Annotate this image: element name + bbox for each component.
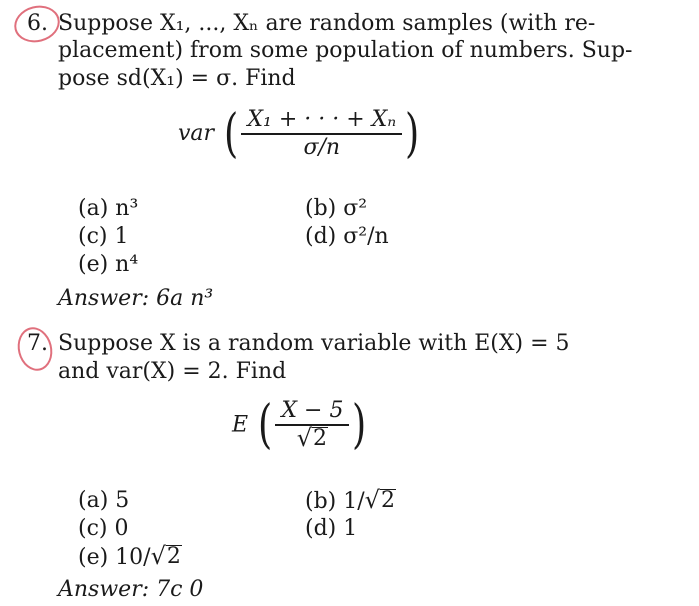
q6-option-c: (c) 1 xyxy=(78,224,129,249)
q7-denominator-radicand: 2 xyxy=(313,425,328,451)
q6-fraction-numerator: X₁ + · · · + Xₙ xyxy=(247,107,397,132)
q6-answer: Answer: 6a n³ xyxy=(58,286,214,311)
q7-right-paren: ) xyxy=(352,395,367,456)
q6-option-e: (e) n⁴ xyxy=(78,252,139,277)
q7-option-e-radicand: 2 xyxy=(166,544,181,569)
q6-formula xyxy=(178,103,423,164)
q7-number: 7. xyxy=(27,331,48,356)
q7-formula xyxy=(232,395,370,456)
q6-left-paren: ( xyxy=(224,103,239,164)
q7-option-a: (a) 5 xyxy=(78,488,130,513)
q7-option-b: (b) 1/ √ 2 xyxy=(305,486,395,514)
q6-line-2: placement) from some population of numbers. Sup- xyxy=(58,38,633,63)
q6-option-d: (d) σ²/n xyxy=(305,224,389,249)
q7-fraction xyxy=(275,398,349,453)
q6-option-a: (a) n³ xyxy=(78,196,139,221)
q6-right-paren: ) xyxy=(405,103,420,164)
q7-answer: Answer: 7c 0 xyxy=(58,577,204,602)
q7-line-1: Suppose X is a random variable with E(X) = 5 xyxy=(58,331,570,356)
q6-formula-lhs: var xyxy=(178,120,215,146)
q7-fraction-numerator: X − 5 xyxy=(281,398,344,423)
q7-option-e: (e) 10/ √ 2 xyxy=(78,542,181,570)
q7-line-2: and var(X) = 2. Find xyxy=(58,359,287,384)
q6-line-1: Suppose X₁, ..., Xₙ are random samples (with re- xyxy=(58,11,596,36)
q7-option-b-radicand: 2 xyxy=(380,488,395,513)
q7-option-d: (d) 1 xyxy=(305,516,358,541)
q6-option-b: (b) σ² xyxy=(305,196,368,221)
q7-formula-lhs: E xyxy=(232,412,249,438)
q7-left-paren: ( xyxy=(258,395,273,456)
q6-fraction xyxy=(241,107,402,161)
q6-line-3: pose sd(X₁) = σ. Find xyxy=(58,66,296,91)
q7-option-c: (c) 0 xyxy=(78,516,129,541)
q6-fraction-denominator: σ/n xyxy=(303,134,341,160)
q6-number: 6. xyxy=(27,11,48,36)
q7-option-b-text: (b) 1/ xyxy=(305,489,365,514)
q7-option-e-text: (e) 10/ xyxy=(78,545,151,570)
q7-fraction-denominator: √ 2 xyxy=(296,423,328,452)
